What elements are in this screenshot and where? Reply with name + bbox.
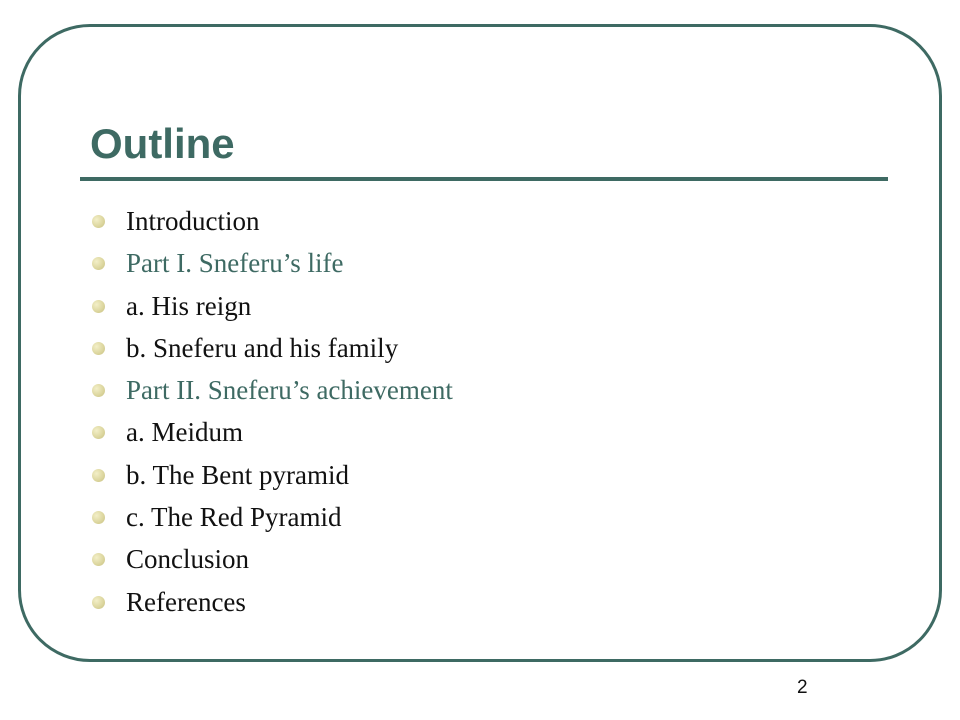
outline-item — [92, 538, 453, 580]
outline-item — [92, 327, 453, 369]
outline-item-text: c. The Red Pyramid — [126, 502, 342, 533]
outline-item — [92, 411, 453, 453]
bullet-dot-icon — [92, 215, 105, 228]
bullet-dot-icon — [92, 257, 105, 270]
bullet-dot-icon — [92, 300, 105, 313]
bullet-dot-icon — [92, 469, 105, 482]
outline-item-text: Part I. Sneferu’s life — [126, 248, 344, 279]
bullet-dot-icon — [92, 384, 105, 397]
slide-title: Outline — [90, 120, 235, 167]
outline-item — [92, 242, 453, 284]
outline-item-text: Part II. Sneferu’s achievement — [126, 375, 453, 406]
bullet-dot-icon — [92, 342, 105, 355]
outline-item — [92, 581, 453, 623]
bullet-dot-icon — [92, 426, 105, 439]
title-underline — [80, 177, 888, 181]
outline-item — [92, 496, 453, 538]
outline-item-text: a. Meidum — [126, 417, 243, 448]
outline-item — [92, 454, 453, 496]
outline-item — [92, 200, 453, 242]
outline-item-text: a. His reign — [126, 290, 252, 321]
bullet-dot-icon — [92, 596, 105, 609]
bullet-dot-icon — [92, 511, 105, 524]
bullet-dot-icon — [92, 553, 105, 566]
outline-item-text: b. Sneferu and his family — [126, 332, 399, 363]
outline-item — [92, 369, 453, 411]
outline-list — [92, 200, 453, 623]
outline-item — [92, 285, 453, 327]
page-number: 2 — [797, 677, 808, 698]
outline-item-text: References — [126, 586, 246, 617]
outline-item-text: Introduction — [126, 206, 260, 236]
outline-item-text: Conclusion — [126, 544, 250, 575]
outline-item-text: b. The Bent pyramid — [126, 459, 349, 490]
